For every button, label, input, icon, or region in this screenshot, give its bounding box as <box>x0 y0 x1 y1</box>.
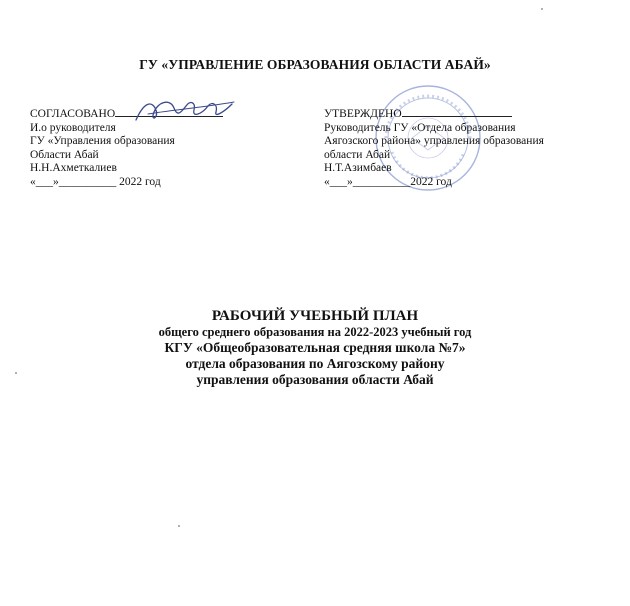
approval-right-block <box>324 108 544 189</box>
approval-left-line-1: И.о руководителя <box>30 121 116 134</box>
approval-right-line-3: области Абай <box>324 148 391 161</box>
document-title: РАБОЧИЙ УЧЕБНЫЙ ПЛАН <box>211 308 419 324</box>
scan-speck <box>541 8 543 10</box>
approval-right-heading: УТВЕРЖДЕНО <box>324 108 402 120</box>
department-line-1: отдела образования по Аягозскому району <box>185 356 445 371</box>
approval-left-date: «___»__________ 2022 год <box>30 175 161 188</box>
approval-left-heading: СОГЛАСОВАНО <box>30 108 116 120</box>
document-subtitle: общего среднего образования на 2022-2023 учебный год <box>158 325 472 339</box>
approval-left-line-3: Области Абай <box>30 148 99 161</box>
approval-left-line-4: Н.Н.Ахметкалиев <box>30 162 117 174</box>
approval-right-heading-row <box>324 108 544 122</box>
scan-speck <box>178 525 180 527</box>
approval-right-date: «___»__________2022 год <box>324 175 452 188</box>
organization-header: ГУ «УПРАВЛЕНИЕ ОБРАЗОВАНИЯ ОБЛАСТИ АБАЙ» <box>139 57 491 72</box>
approval-left-line-2: ГУ «Управления образования <box>30 135 175 147</box>
approval-right-line-1: Руководитель ГУ «Отдела образования <box>324 121 516 134</box>
department-line-2: управления образования области Абай <box>196 372 434 387</box>
school-name: КГУ «Общеобразовательная средняя школа №7» <box>164 340 466 355</box>
document-title-block <box>0 307 630 388</box>
approval-right-line-4: Н.Т.Азимбаев <box>324 162 392 174</box>
approval-right-line-2: Аягозского района» управления образования <box>324 135 544 147</box>
signature-left <box>130 92 240 128</box>
approval-right-signature-line <box>402 116 512 117</box>
